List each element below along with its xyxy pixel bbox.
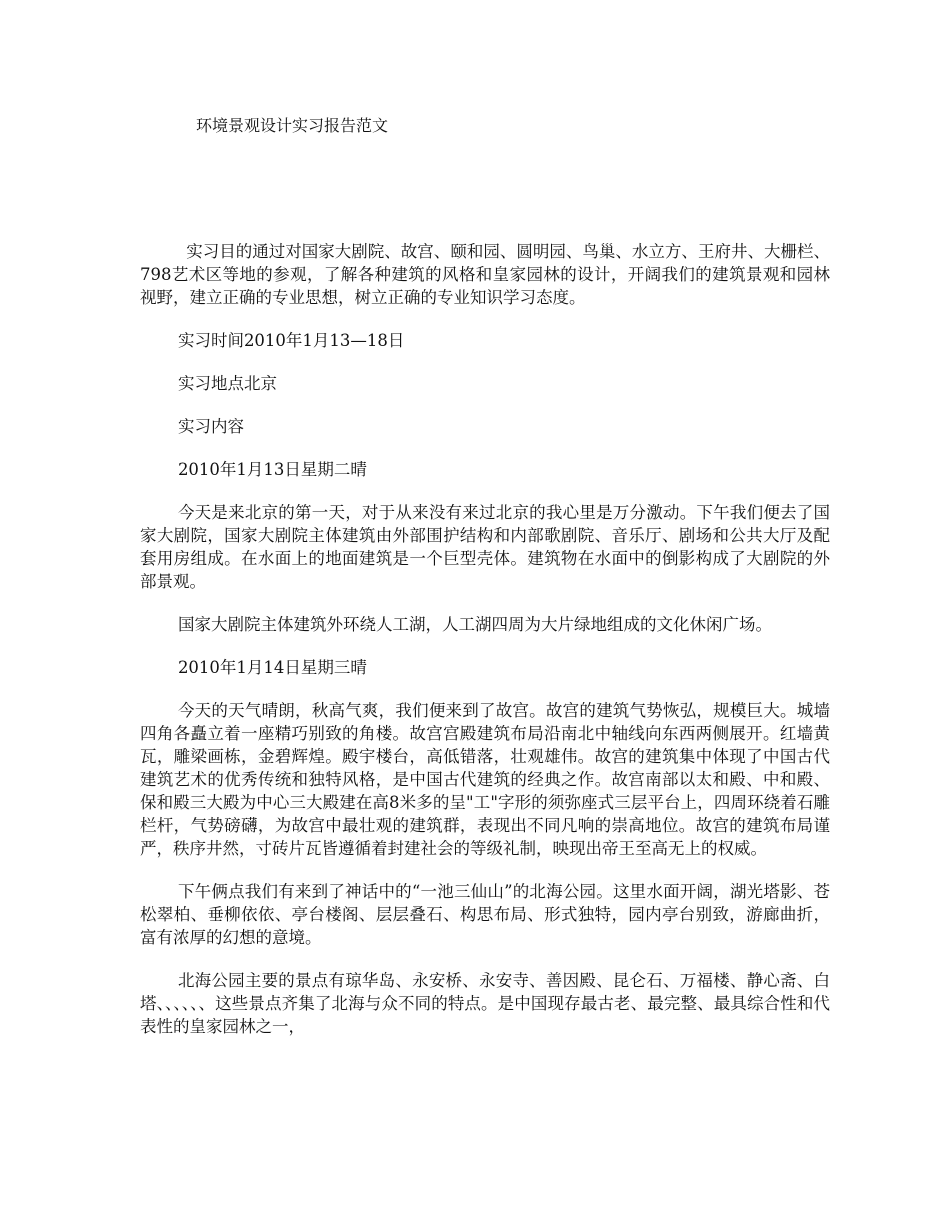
document-title: 环境景观设计实习报告范文 — [196, 116, 389, 135]
document-body — [140, 240, 830, 1058]
paragraph-date-jan14: 2010年1月14日星期三晴 — [177, 658, 367, 677]
paragraph-location: 实习地点北京 — [177, 374, 277, 393]
paragraph-national-theater: 今天是来北京的第一天，对于从来没有来过北京的我心里是万分激动。下午我们便去了国家大剧院，国家大剧院主体建筑由外部围护结构和内部歌剧院、音乐厅、剧场和公共大厅及配套用房组成。在水面上的地面建筑是一个巨型壳体。建筑物在水面中的倒影构成了大剧院的外部景观。 — [140, 503, 830, 591]
paragraph-content-heading: 实习内容 — [177, 417, 244, 436]
paragraph-date-jan13: 2010年1月13日星期二晴 — [177, 460, 367, 479]
paragraph-beihai-sights: 北海公园主要的景点有琼华岛、永安桥、永安寺、善因殿、昆仑石、万福楼、静心斋、白塔、、、、、、这些景点齐集了北海与众不同的特点。是中国现存最古老、最完整、最具综合性和代表性的皇家园林之一， — [140, 971, 830, 1036]
paragraph-purpose: 实习目的通过对国家大剧院、故宫、颐和园、圆明园、鸟巢、水立方、王府井、大栅栏、798艺术区等地的参观，了解各种建筑的风格和皇家园林的设计，开阔我们的建筑景观和园林视野，建立正确的专业思想，树立正确的专业知识学习态度。 — [140, 242, 830, 307]
paragraph-forbidden-city: 今天的天气晴朗，秋高气爽，我们便来到了故宫。故宫的建筑气势恢弘，规模巨大。城墙四角各矗立着一座精巧别致的角楼。故宫宫殿建筑布局沿南北中轴线向东西两侧展开。红墙黄瓦，雕梁画栋，金碧辉煌。殿宇楼台，高低错落，壮观雄伟。故宫的建筑集中体现了中国古代建筑艺术的优秀传统和独特风格，是中国古代建筑的经典之作。故宫南部以太和殿、中和殿、保和殿三大殿为中心三大殿建在高8米多的呈"工"字形的须弥座式三层平台上，四周环绕着石雕栏杆，气势磅礴，为故宫中最壮观的建筑群，表现出不同凡响的崇高地位。故宫的建筑布局谨严，秩序井然，寸砖片瓦皆遵循着封建社会的等级礼制，映现出帝王至高无上的权威。 — [140, 701, 830, 858]
paragraph-beihai-park: 下午俩点我们有来到了神话中的“一池三仙山”的北海公园。这里水面开阔，湖光塔影、苍松翠柏、垂柳依依、亭台楼阁、层层叠石、构思布局、形式独特，园内亭台别致，游廊曲折，富有浓厚的幻想的意境。 — [140, 882, 830, 947]
paragraph-time: 实习时间2010年1月13—18日 — [177, 331, 405, 350]
paragraph-artificial-lake: 国家大剧院主体建筑外环绕人工湖，人工湖四周为大片绿地组成的文化休闲广场。 — [177, 615, 772, 634]
